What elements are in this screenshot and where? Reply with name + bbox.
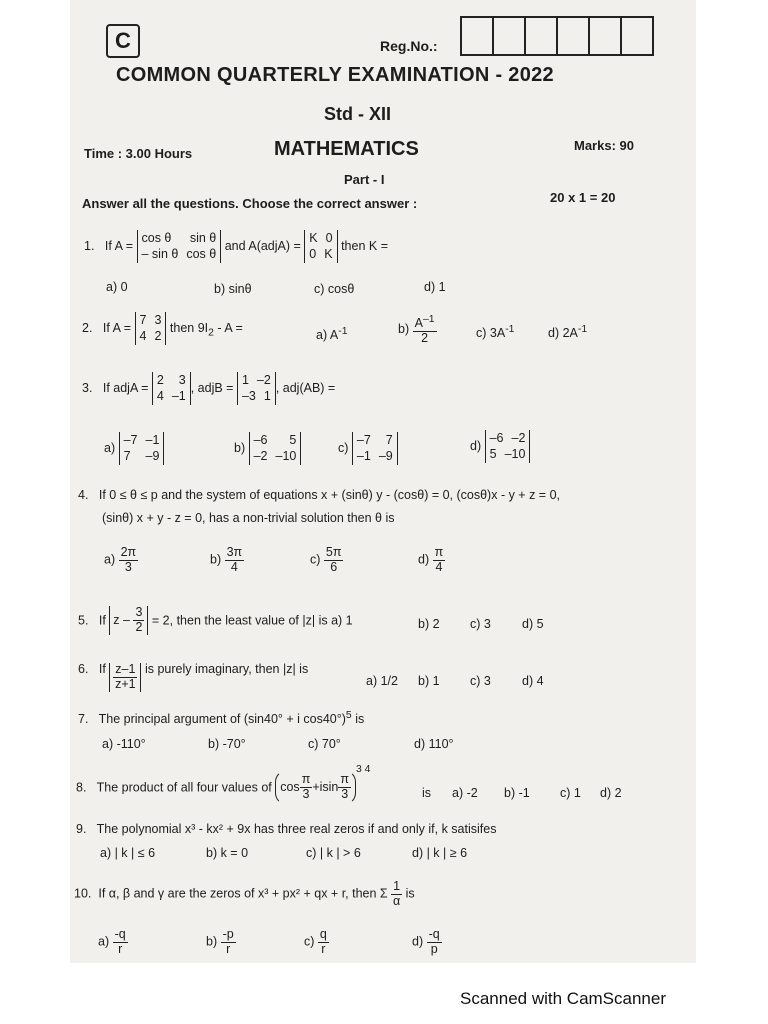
matrix-cell: –9 [378, 448, 393, 463]
fraction [300, 773, 313, 802]
expression: z – [113, 613, 130, 628]
question-8 [76, 764, 371, 805]
question-text: , adjB = [190, 380, 234, 395]
question-text: then K = [341, 238, 388, 253]
denominator: r [321, 941, 326, 956]
numerator: 3 [135, 605, 143, 619]
matrix-cell: 0 [325, 231, 333, 245]
question-number: 6. [78, 662, 89, 676]
question-number: 10. [74, 886, 92, 901]
matrix-cell: – sin θ [141, 246, 179, 261]
option-label: d) 2A [548, 326, 578, 341]
matrix-cell: –10 [504, 446, 526, 461]
part-heading: Part - I [344, 172, 385, 187]
fraction [391, 880, 402, 909]
option-b: b) -1 [504, 786, 530, 800]
standard: Std - XII [324, 104, 391, 124]
question-text: If α, β and γ are the zeros of x³ + px² + qx + r, then Σ [98, 886, 388, 901]
option-b: b) -70° [208, 737, 246, 751]
question-text: The product of all four values of [96, 780, 272, 795]
question-number: 7. [78, 712, 89, 727]
exam-title: COMMON QUARTERLY EXAMINATION - 2022 [116, 64, 554, 86]
fraction [338, 773, 351, 802]
matrix-cell: 7 [385, 433, 393, 447]
question-text: then 9I [169, 320, 209, 335]
question-text: If 0 ≤ θ ≤ p and the system of equations x + (sinθ) y - (cosθ) = 0, (cosθ)x - y + z = 0, [98, 488, 560, 502]
matrix-adj-a [152, 372, 191, 405]
expression: cos [280, 780, 300, 795]
question-number: 5. [78, 613, 89, 628]
matrix-k [304, 230, 337, 263]
option-label: c) [310, 552, 321, 567]
option-c: c) 3 [470, 617, 491, 631]
numerator: -p [222, 927, 234, 941]
option-label: d) [470, 438, 482, 453]
question-4-line-2: (sinθ) x + y - z = 0, has a non-trivial solution then θ is [102, 511, 395, 525]
matrix-cell: 4 [156, 388, 164, 403]
option-a: a) -2 [452, 786, 478, 800]
option-d: d) 4 [522, 674, 544, 688]
fraction [318, 928, 329, 957]
option-a: a) | k | ≤ 6 [100, 846, 156, 860]
option-b [398, 314, 437, 346]
option-a [104, 432, 164, 465]
question-text: If A = [104, 238, 134, 253]
denominator: 2 [421, 330, 429, 345]
superscript: -1 [338, 326, 348, 337]
question-text: is [351, 712, 365, 727]
total-marks: Marks: 90 [574, 138, 634, 153]
option-d: d) | k | ≥ 6 [412, 846, 468, 860]
school-logo: C [106, 24, 140, 58]
denominator: 3 [124, 559, 132, 574]
superscript: -1 [505, 324, 515, 335]
denominator: 4 [230, 559, 238, 574]
option-a: a) 0 [106, 280, 128, 294]
option-d: d) 1 [424, 280, 446, 294]
option-b: b) 1 [418, 674, 440, 688]
question-text: The principal argument of (sin40° + i cos40°) [98, 712, 346, 727]
denominator: 6 [330, 559, 338, 574]
fraction [433, 546, 446, 575]
option-b: b) 2 [418, 617, 440, 631]
option-c [338, 432, 398, 465]
numerator: π [301, 772, 311, 786]
time-allowed: Time : 3.00 Hours [84, 146, 193, 161]
matrix-cell: 3 [178, 373, 186, 387]
matrix-cell: –1 [145, 433, 160, 447]
matrix-cell: cos θ [186, 246, 217, 261]
parenthesized-expression [275, 770, 356, 805]
fraction [413, 314, 437, 346]
fraction [113, 928, 128, 957]
option-c [310, 546, 343, 575]
instruction: Answer all the questions. Choose the correct answer : [82, 196, 418, 211]
question-10 [74, 880, 415, 909]
option-a [316, 326, 348, 342]
option-b [210, 546, 244, 575]
matrix-cell: 3 [154, 313, 162, 327]
matrix [352, 432, 398, 465]
fraction [113, 663, 137, 692]
matrix-cell: –9 [145, 448, 160, 463]
matrix-cell: 2 [154, 328, 162, 343]
numerator: -q [114, 927, 126, 941]
question-number: 3. [82, 380, 93, 395]
denominator: 2 [135, 619, 143, 634]
option-d [548, 324, 587, 340]
matrix-cell: –10 [275, 448, 297, 463]
option-c [304, 928, 329, 957]
matrix [485, 430, 531, 463]
matrix-cell: 2 [156, 373, 164, 387]
numerator: -q [428, 927, 440, 941]
question-number: 4. [78, 488, 89, 502]
option-b [206, 928, 236, 957]
option-label: a) A [316, 328, 339, 343]
option-d [412, 928, 442, 957]
question-text: and A(adjA) = [224, 238, 301, 253]
modulus [109, 606, 148, 635]
numerator: A [414, 316, 423, 331]
question-text: is [405, 886, 415, 901]
option-c: c) 70° [308, 737, 341, 751]
denominator: 3 [341, 786, 349, 801]
matrix [119, 432, 165, 465]
matrix-cell: –1 [356, 448, 371, 463]
matrix-adj-b [237, 372, 276, 405]
question-text: If A = [102, 320, 132, 335]
matrix-cell: –3 [241, 388, 256, 403]
option-d [418, 546, 445, 575]
subscript: 2 [208, 327, 214, 339]
reg-no-box [558, 18, 590, 54]
denominator: 4 [435, 559, 443, 574]
question-4 [78, 488, 560, 502]
option-label: b) [398, 322, 410, 337]
option-a [98, 928, 128, 957]
option-label: a) [104, 552, 116, 567]
matrix-cell: –2 [256, 373, 271, 387]
question-text: , adj(AB) = [275, 380, 336, 395]
matrix-cell: –7 [123, 433, 138, 447]
question-7 [78, 710, 364, 726]
numerator: 3π [226, 545, 243, 559]
question-text: - A = [213, 320, 243, 335]
option-c: c) 3 [470, 674, 491, 688]
matrix-cell: 1 [241, 373, 249, 387]
superscript: 3 4 [356, 764, 371, 776]
option-b: b) sinθ [214, 282, 252, 296]
fraction [133, 606, 144, 635]
matrix-cell: –1 [171, 388, 186, 403]
denominator: r [226, 941, 231, 956]
option-label: c) 3A [476, 326, 506, 341]
fraction [221, 928, 236, 957]
denominator: z+1 [115, 676, 136, 691]
matrix-cell: –6 [253, 433, 268, 447]
option-label: b) [206, 934, 218, 949]
exam-paper [70, 0, 696, 963]
reg-no-box [526, 18, 558, 54]
matrix-cell: 5 [289, 433, 297, 447]
option-b: b) k = 0 [206, 846, 249, 860]
matrix-cell: cos θ [141, 231, 172, 245]
question-text: If [98, 662, 106, 676]
matrix-cell: 7 [123, 448, 131, 463]
superscript: 5 [345, 710, 352, 721]
matrix-cell: 5 [489, 446, 497, 461]
superscript: -1 [577, 324, 588, 335]
part-score: 20 x 1 = 20 [550, 190, 616, 205]
denominator: α [392, 893, 401, 908]
matrix-cell: 4 [139, 328, 147, 343]
question-8-is: is [422, 786, 432, 800]
question-number: 2. [82, 320, 93, 335]
option-label: d) [412, 934, 424, 949]
question-text: The polynomial x³ - kx² + 9x has three real zeros if and only if, k satisifes [96, 822, 497, 836]
numerator: q [319, 927, 327, 941]
matrix-a [137, 230, 222, 263]
matrix-cell: –6 [489, 431, 504, 445]
numerator: π [434, 545, 444, 559]
reg-no-box [590, 18, 622, 54]
option-label: a) [104, 440, 116, 455]
question-text: If [98, 613, 106, 628]
matrix [249, 432, 302, 465]
reg-no-box [462, 18, 494, 54]
option-label: c) [304, 934, 315, 949]
matrix-cell: 0 [309, 246, 317, 261]
question-text: is purely imaginary, then |z| is [144, 662, 309, 676]
option-d: d) 110° [414, 737, 454, 751]
reg-no-label: Reg.No.: [380, 38, 438, 54]
option-a: a) 1/2 [366, 674, 398, 688]
fraction [324, 546, 344, 575]
numerator: 5π [325, 545, 342, 559]
option-label: b) [210, 552, 222, 567]
question-6 [78, 662, 308, 692]
option-label: c) [338, 440, 349, 455]
matrix-cell: sin θ [189, 231, 217, 245]
option-d: d) 2 [600, 786, 622, 800]
question-text: = 2, then the least value of |z| is a) 1 [151, 613, 353, 628]
numerator: π [340, 772, 349, 786]
matrix-cell: –2 [511, 431, 526, 445]
option-a: a) -110° [102, 737, 146, 751]
option-d: d) 5 [522, 617, 544, 631]
option-c: c) 1 [560, 786, 581, 800]
option-c [476, 324, 514, 340]
fraction [119, 546, 139, 575]
reg-no-box [622, 18, 652, 54]
denominator: r [118, 941, 123, 956]
option-c: c) | k | > 6 [306, 846, 361, 860]
matrix-cell: K [309, 231, 318, 245]
question-number: 9. [76, 822, 87, 836]
modulus [109, 663, 141, 692]
option-c: c) cosθ [314, 282, 355, 296]
question-number: 8. [76, 780, 87, 795]
matrix-cell: K [324, 246, 333, 261]
reg-no-boxes [460, 16, 654, 56]
matrix-cell: 7 [139, 313, 147, 327]
option-label: b) [234, 440, 246, 455]
question-1 [84, 230, 388, 263]
question-5 [78, 606, 353, 635]
fraction [225, 546, 245, 575]
question-3 [82, 372, 335, 405]
option-a [104, 546, 138, 575]
numerator: 1 [393, 879, 401, 893]
question-number: 1. [84, 238, 95, 253]
expression: +isin [312, 780, 339, 795]
denominator: 3 [302, 786, 310, 801]
question-text: If adjA = [102, 380, 149, 395]
fraction [427, 928, 442, 957]
matrix-cell: 1 [263, 388, 271, 403]
numerator: z–1 [115, 662, 136, 676]
option-d [470, 430, 530, 463]
option-label: d) [418, 552, 430, 567]
question-2 [82, 312, 243, 345]
option-label: a) [98, 934, 110, 949]
denominator: p [430, 941, 438, 956]
matrix-cell: –2 [253, 448, 268, 463]
question-9 [76, 822, 496, 836]
option-b [234, 432, 301, 465]
subject-title: MATHEMATICS [274, 138, 419, 160]
scanner-watermark: Scanned with CamScanner [460, 989, 667, 1008]
superscript: –1 [422, 314, 435, 325]
reg-no-box [494, 18, 526, 54]
matrix-cell: –7 [356, 433, 371, 447]
numerator: 2π [120, 545, 137, 559]
matrix-a [135, 312, 167, 345]
